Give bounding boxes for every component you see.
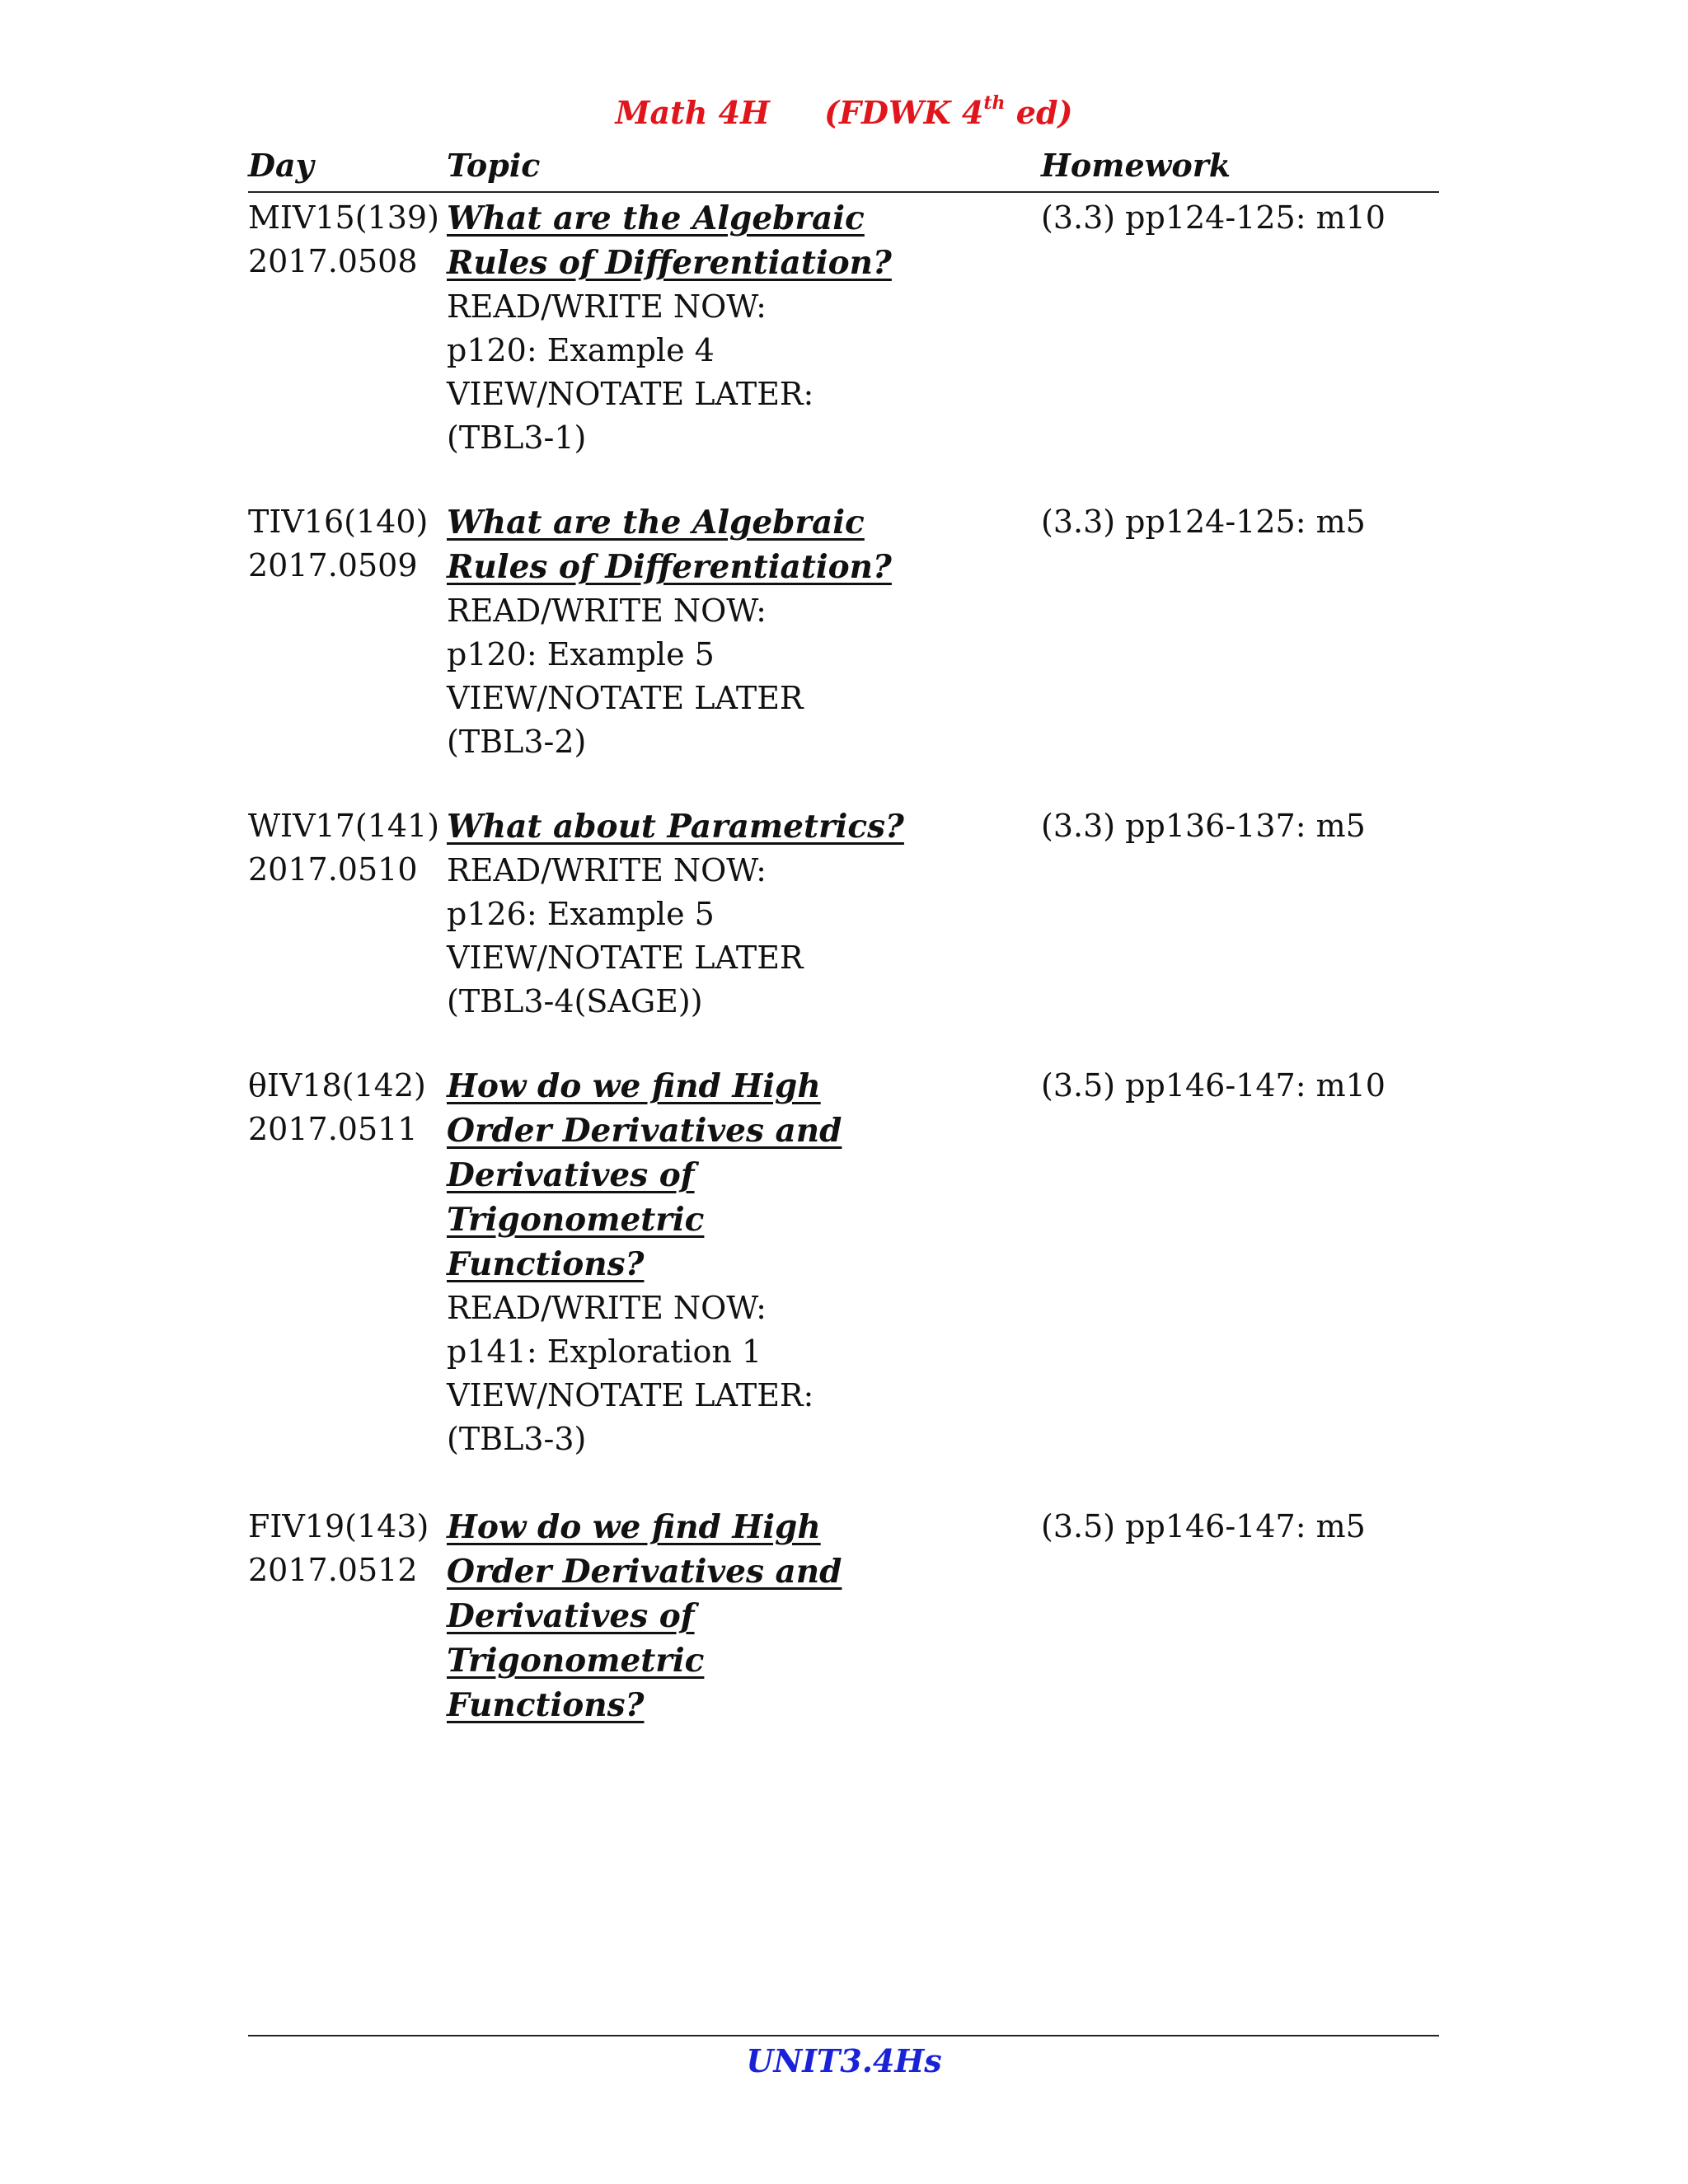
topic-note: READ/WRITE NOW:: [447, 288, 767, 325]
day-date: 2017.0512: [248, 1552, 418, 1588]
topic-note: p141: Exploration 1: [447, 1333, 762, 1370]
day-code: θIV18(142): [248, 1067, 426, 1104]
day-cell: [248, 804, 442, 892]
topic-cell: [447, 1064, 1024, 1461]
topic-note: (TBL3-3): [447, 1421, 587, 1457]
topic-title-line: Derivatives of: [447, 1597, 695, 1635]
day-cell: [248, 1505, 442, 1592]
homework-cell: [1041, 500, 1437, 544]
day-date: 2017.0511: [248, 1111, 418, 1147]
title-edition: (FDWK 4th ed): [824, 92, 1073, 131]
day-code: WIV17(141): [248, 808, 440, 844]
homework-cell: [1041, 1505, 1437, 1549]
topic-title-line: Functions?: [447, 1245, 645, 1283]
topic-title-line: Functions?: [447, 1686, 645, 1724]
homework-assignment: (3.3) pp124-125: m10: [1041, 199, 1386, 236]
topic-cell: [447, 196, 1024, 460]
homework-assignment: (3.5) pp146-147: m5: [1041, 1508, 1366, 1544]
homework-cell: [1041, 196, 1437, 240]
topic-title-line: Order Derivatives and: [447, 1112, 842, 1150]
footer-unit-label: UNIT3.4Hs: [746, 2042, 942, 2079]
topic-note: VIEW/NOTATE LATER: [447, 680, 804, 716]
topic-note: VIEW/NOTATE LATER: [447, 940, 804, 976]
topic-note: VIEW/NOTATE LATER:: [447, 376, 814, 412]
day-date: 2017.0509: [248, 547, 418, 583]
day-cell: [248, 500, 442, 588]
topic-note: p126: Example 5: [447, 896, 715, 932]
topic-title-line: Trigonometric: [447, 1201, 705, 1239]
homework-cell: [1041, 1064, 1437, 1108]
column-header-homework: Homework: [1041, 147, 1231, 184]
topic-note: VIEW/NOTATE LATER:: [447, 1377, 814, 1413]
homework-assignment: (3.3) pp124-125: m5: [1041, 504, 1366, 540]
topic-title-line: Derivatives of: [447, 1156, 695, 1194]
topic-title-line: Order Derivatives and: [447, 1553, 842, 1591]
topic-title-line: How do we find High: [447, 1508, 821, 1546]
topic-title-line: How do we find High: [447, 1067, 821, 1105]
topic-cell: [447, 500, 1024, 764]
day-date: 2017.0510: [248, 851, 418, 888]
topic-title-line: What are the Algebraic: [447, 504, 865, 541]
topic-note: READ/WRITE NOW:: [447, 852, 767, 888]
day-code: TIV16(140): [248, 504, 429, 540]
topic-title-line: Rules of Differentiation?: [447, 548, 892, 586]
column-header-day: Day: [248, 147, 314, 184]
homework-cell: [1041, 804, 1437, 848]
day-cell: [248, 1064, 442, 1151]
topic-title-line: What about Parametrics?: [447, 808, 904, 846]
title-main: Math 4H: [615, 94, 770, 131]
column-header-row: [248, 142, 1439, 193]
title-edition-superscript: th: [983, 92, 1006, 115]
homework-assignment: (3.3) pp136-137: m5: [1041, 808, 1366, 844]
topic-note: (TBL3-2): [447, 724, 587, 760]
day-code: MIV15(139): [248, 199, 439, 236]
day-cell: [248, 196, 442, 284]
topic-note: p120: Example 4: [447, 332, 715, 368]
page-title: [0, 94, 1688, 131]
topic-cell: [447, 1505, 1024, 1727]
topic-title-line: What are the Algebraic: [447, 199, 865, 237]
topic-note: (TBL3-4(SAGE)): [447, 983, 703, 1019]
footer-divider: [248, 2035, 1439, 2036]
day-date: 2017.0508: [248, 243, 418, 279]
column-header-topic: Topic: [447, 147, 541, 184]
topic-note: READ/WRITE NOW:: [447, 1290, 767, 1326]
topic-title-line: Rules of Differentiation?: [447, 244, 892, 282]
topic-note: p120: Example 5: [447, 636, 715, 673]
topic-cell: [447, 804, 1024, 1024]
topic-title-line: Trigonometric: [447, 1642, 705, 1680]
topic-note: (TBL3-1): [447, 419, 587, 456]
day-code: FIV19(143): [248, 1508, 429, 1544]
topic-note: READ/WRITE NOW:: [447, 593, 767, 629]
homework-assignment: (3.5) pp146-147: m10: [1041, 1067, 1386, 1104]
